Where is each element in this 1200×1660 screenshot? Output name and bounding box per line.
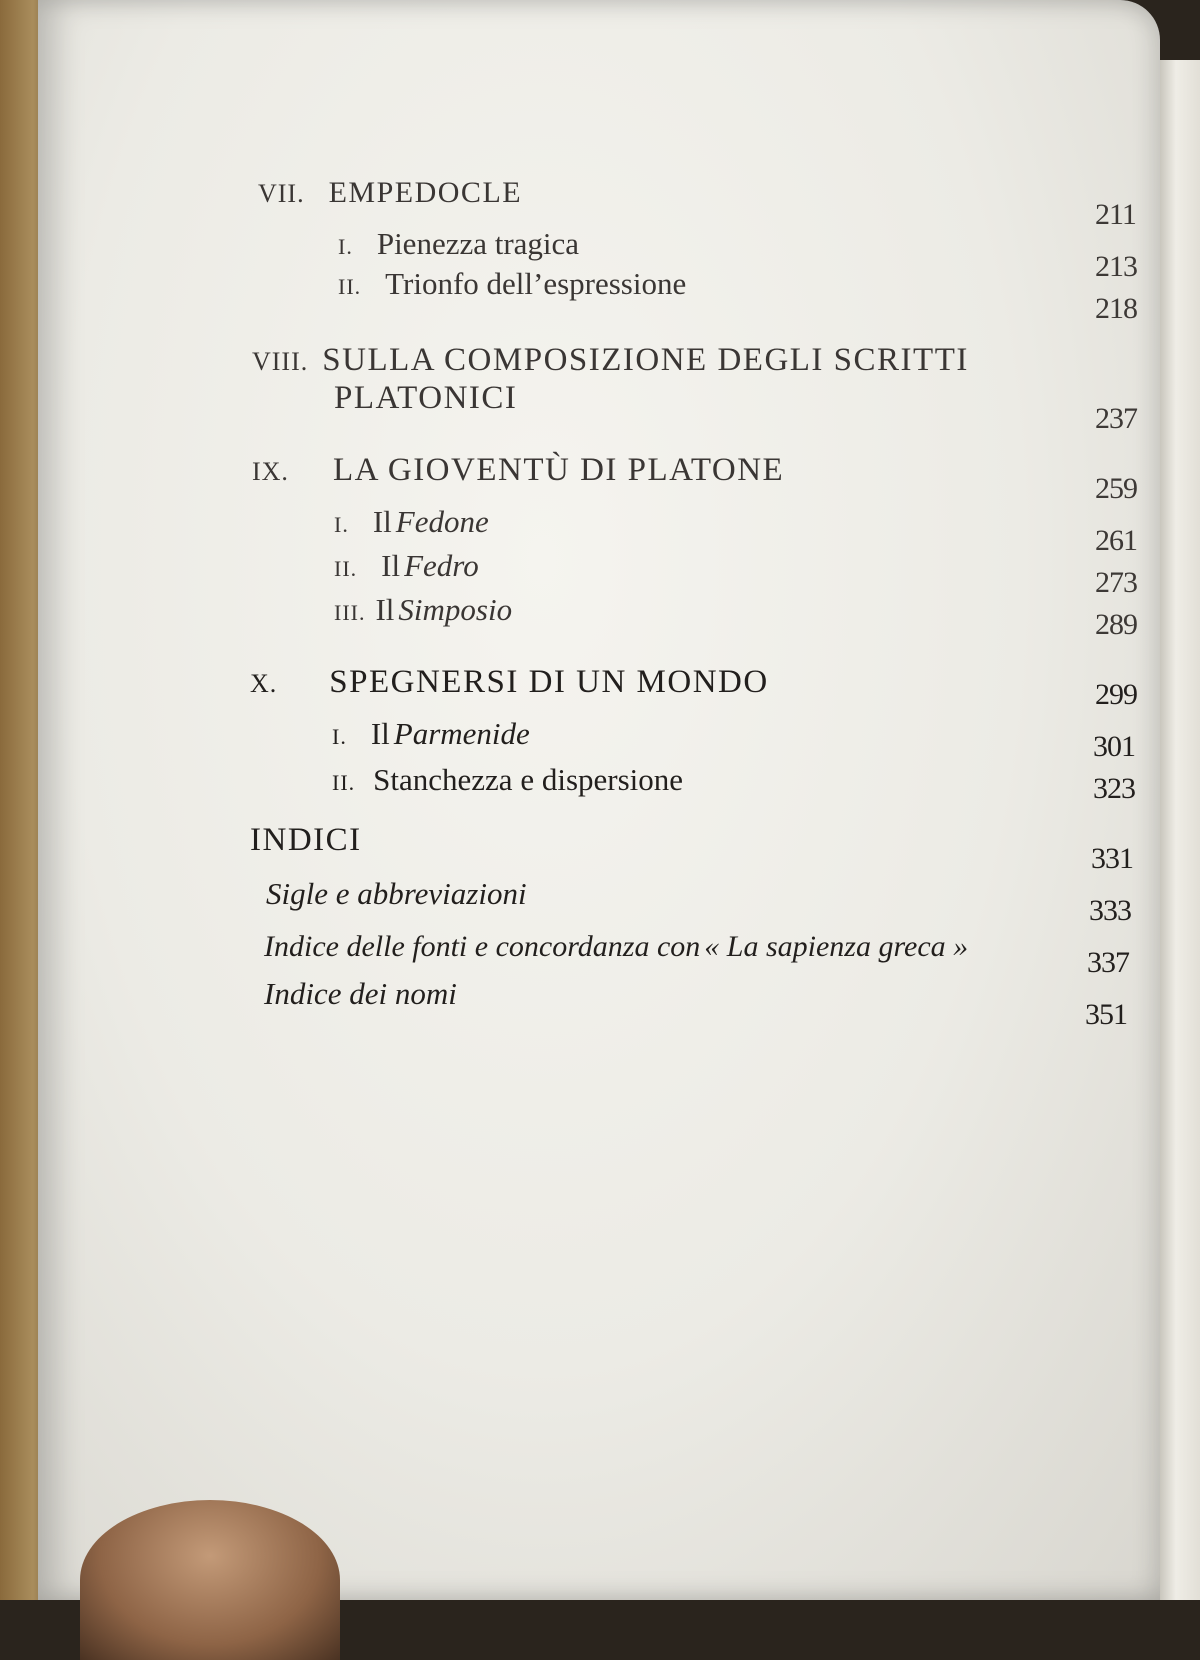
section-title: Parmenide — [393, 716, 530, 751]
book-page — [38, 0, 1160, 1600]
chapter-title: EMPEDOCLE — [328, 176, 523, 209]
section-number: II. — [334, 556, 358, 581]
thumb — [80, 1500, 340, 1660]
chapter-number: IX. — [252, 457, 289, 486]
page-number: 299 — [1095, 678, 1137, 711]
section-number: I. — [334, 512, 349, 537]
section-prefix: Il — [370, 716, 390, 751]
index-entry: Sigle e abbreviazioni — [266, 876, 527, 911]
section-title: Simposio — [398, 592, 513, 627]
section-prefix: Il — [372, 504, 392, 539]
page-number: 351 — [1085, 998, 1127, 1031]
page-number: 259 — [1095, 472, 1137, 505]
toc-section — [334, 592, 512, 628]
page-number: 261 — [1095, 524, 1137, 557]
section-prefix: Il — [381, 548, 401, 583]
page-number: 301 — [1093, 730, 1135, 763]
page-number: 211 — [1095, 198, 1136, 231]
section-title: Fedro — [404, 548, 479, 583]
toc-section — [334, 548, 479, 584]
toc-section — [332, 716, 530, 752]
chapter-title-continued: PLATONICI — [334, 380, 518, 416]
index-entry-title: Indice delle fonti e concordanza con — [264, 930, 701, 963]
chapter-title: LA GIOVENTÙ DI PLATONE — [332, 452, 785, 488]
section-number: I. — [332, 724, 347, 749]
chapter-number: VII. — [258, 179, 305, 208]
index-entry-quoted-title: « La sapienza greca » — [704, 930, 969, 963]
toc-chapter-9 — [252, 452, 784, 489]
page-number: 333 — [1089, 894, 1131, 927]
page-number: 323 — [1093, 772, 1135, 805]
section-number: I. — [338, 234, 353, 259]
chapter-number: VIII. — [252, 347, 309, 376]
section-title: Stanchezza e dispersione — [373, 762, 684, 797]
chapter-number: X. — [250, 669, 278, 698]
toc-section — [334, 504, 489, 540]
toc-chapter-10 — [250, 664, 769, 701]
page-number: 337 — [1087, 946, 1129, 979]
page-number: 273 — [1095, 566, 1137, 599]
index-entry — [264, 930, 968, 964]
toc-section — [338, 226, 579, 262]
page-number: 237 — [1095, 402, 1137, 435]
page-number: 218 — [1095, 292, 1137, 325]
chapter-title: SULLA COMPOSIZIONE DEGLI SCRITTI — [322, 342, 969, 378]
section-prefix: Il — [375, 592, 395, 627]
section-number: III. — [334, 600, 366, 625]
section-number: II. — [332, 770, 356, 795]
chapter-title: SPEGNERSI DI UN MONDO — [329, 664, 769, 700]
indices-heading: INDICI — [250, 822, 362, 858]
section-title: Pienezza tragica — [376, 226, 580, 261]
page-number: 331 — [1091, 842, 1133, 875]
page-number: 289 — [1095, 608, 1137, 641]
section-title: Trionfo dell’espressione — [385, 266, 687, 301]
toc-chapter-8 — [252, 342, 969, 379]
toc-chapter-7 — [258, 176, 522, 210]
section-title: Fedone — [395, 504, 489, 539]
section-number: II. — [338, 274, 362, 299]
page-stack-edge — [1160, 60, 1200, 1600]
toc-section — [338, 266, 686, 302]
page-number: 213 — [1095, 250, 1137, 283]
index-entry: Indice dei nomi — [264, 976, 457, 1011]
toc-section — [332, 762, 683, 798]
